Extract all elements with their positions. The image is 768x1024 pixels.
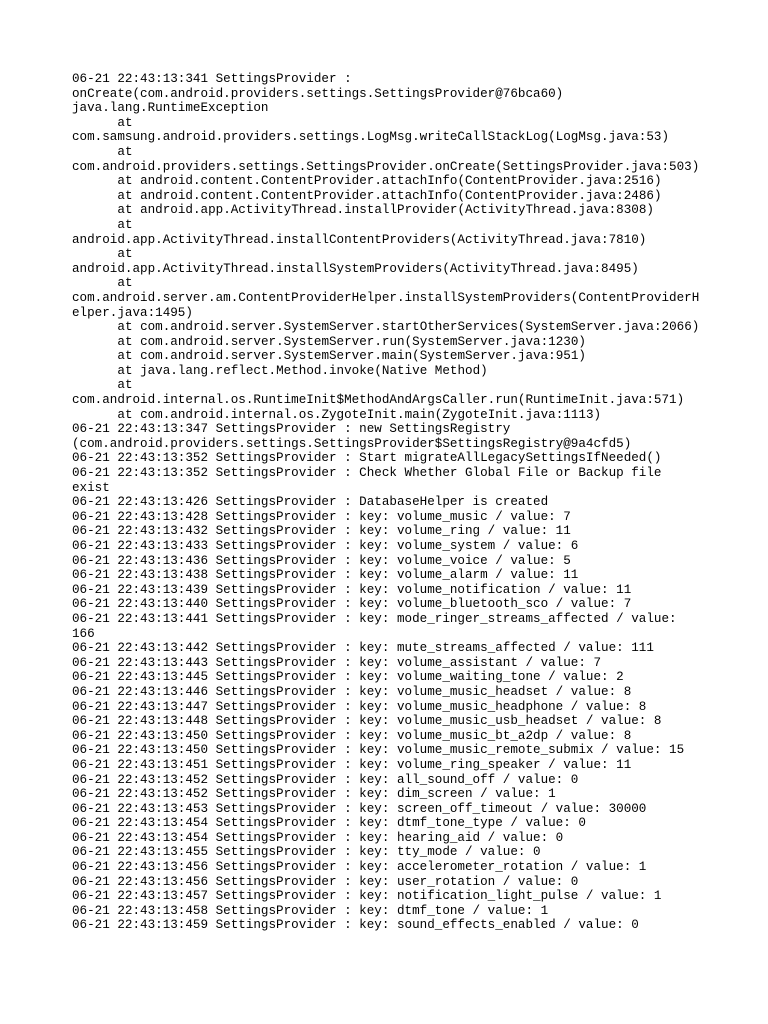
log-line: android.app.ActivityThread.installSystemProviders(ActivityThread.java:8495) xyxy=(72,261,639,276)
log-line: com.android.internal.os.RuntimeInit$MethodAndArgsCaller.run(RuntimeInit.java:571) xyxy=(72,393,685,408)
log-line: 06-21 22:43:13:347 SettingsProvider : new SettingsRegistry xyxy=(72,422,511,437)
log-line: 06-21 22:43:13:457 SettingsProvider : key: notification_light_pulse / value: 1 xyxy=(72,889,662,904)
log-line: 06-21 22:43:13:456 SettingsProvider : key: accelerometer_rotation / value: 1 xyxy=(72,860,647,875)
log-line: at com.android.server.SystemServer.main(SystemServer.java:951) xyxy=(117,349,586,364)
log-line: 06-21 22:43:13:439 SettingsProvider : key: volume_notification / value: 11 xyxy=(72,582,632,597)
log-line: 06-21 22:43:13:450 SettingsProvider : key: volume_music_bt_a2dp / value: 8 xyxy=(72,728,632,743)
log-line: 06-21 22:43:13:441 SettingsProvider : key: mode_ringer_streams_affected / value: xyxy=(72,611,677,626)
log-line: at android.content.ContentProvider.attachInfo(ContentProvider.java:2516) xyxy=(117,174,662,189)
log-line: at xyxy=(117,115,133,130)
log-text-block xyxy=(72,72,702,933)
log-line: onCreate(com.android.providers.settings.SettingsProvider@76bca60) xyxy=(72,86,564,101)
log-line: (com.android.providers.settings.SettingsProvider$SettingsRegistry@9a4cfd5) xyxy=(72,436,632,451)
log-line: 06-21 22:43:13:453 SettingsProvider : key: screen_off_timeout / value: 30000 xyxy=(72,801,647,816)
log-line: 06-21 22:43:13:352 SettingsProvider : Start migrateAllLegacySettingsIfNeeded() xyxy=(72,451,662,466)
log-line: 06-21 22:43:13:438 SettingsProvider : key: volume_alarm / value: 11 xyxy=(72,568,579,583)
log-line: at android.app.ActivityThread.installProvider(ActivityThread.java:8308) xyxy=(117,203,654,218)
log-line: 06-21 22:43:13:459 SettingsProvider : key: sound_effects_enabled / value: 0 xyxy=(72,918,639,933)
log-line: exist xyxy=(72,480,110,495)
log-line: 06-21 22:43:13:436 SettingsProvider : key: volume_voice / value: 5 xyxy=(72,553,571,568)
log-line: 06-21 22:43:13:352 SettingsProvider : Check Whether Global File or Backup file xyxy=(72,466,662,481)
log-line: 06-21 22:43:13:450 SettingsProvider : key: volume_music_remote_submix / value: 15 xyxy=(72,743,685,758)
log-line: 06-21 22:43:13:440 SettingsProvider : key: volume_bluetooth_sco / value: 7 xyxy=(72,597,632,612)
log-line: at com.android.server.SystemServer.run(SystemServer.java:1230) xyxy=(117,334,586,349)
log-line: 06-21 22:43:13:454 SettingsProvider : key: hearing_aid / value: 0 xyxy=(72,830,564,845)
log-line: at com.android.server.SystemServer.startOtherServices(SystemServer.java:2066) xyxy=(117,320,700,335)
log-line: at com.android.internal.os.ZygoteInit.main(ZygoteInit.java:1113) xyxy=(117,407,602,422)
log-line: at android.content.ContentProvider.attachInfo(ContentProvider.java:2486) xyxy=(117,188,662,203)
log-line: 06-21 22:43:13:455 SettingsProvider : key: tty_mode / value: 0 xyxy=(72,845,541,860)
log-line: 06-21 22:43:13:341 SettingsProvider : xyxy=(72,72,352,86)
log-line: java.lang.RuntimeException xyxy=(72,101,269,116)
log-line: android.app.ActivityThread.installContentProviders(ActivityThread.java:7810) xyxy=(72,232,647,247)
log-line: 06-21 22:43:13:447 SettingsProvider : key: volume_music_headphone / value: 8 xyxy=(72,699,647,714)
log-line: 06-21 22:43:13:432 SettingsProvider : key: volume_ring / value: 11 xyxy=(72,524,571,539)
log-line: 06-21 22:43:13:426 SettingsProvider : DatabaseHelper is created xyxy=(72,495,549,510)
log-line: at xyxy=(117,144,133,159)
log-line: at java.lang.reflect.Method.invoke(Native Method) xyxy=(117,363,488,378)
log-line: 06-21 22:43:13:448 SettingsProvider : key: volume_music_usb_headset / value: 8 xyxy=(72,714,662,729)
log-line: 06-21 22:43:13:456 SettingsProvider : key: user_rotation / value: 0 xyxy=(72,874,579,889)
log-line: com.samsung.android.providers.settings.LogMsg.writeCallStackLog(LogMsg.java:53) xyxy=(72,130,670,145)
log-line: at xyxy=(117,247,133,262)
log-line: 06-21 22:43:13:446 SettingsProvider : key: volume_music_headset / value: 8 xyxy=(72,684,632,699)
log-line: at xyxy=(117,217,133,232)
log-line: 06-21 22:43:13:451 SettingsProvider : key: volume_ring_speaker / value: 11 xyxy=(72,757,632,772)
log-line: 06-21 22:43:13:458 SettingsProvider : key: dtmf_tone / value: 1 xyxy=(72,903,549,918)
log-line: 06-21 22:43:13:452 SettingsProvider : key: all_sound_off / value: 0 xyxy=(72,772,579,787)
log-line: 06-21 22:43:13:445 SettingsProvider : key: volume_waiting_tone / value: 2 xyxy=(72,670,624,685)
log-line: 06-21 22:43:13:454 SettingsProvider : key: dtmf_tone_type / value: 0 xyxy=(72,816,586,831)
log-line: 06-21 22:43:13:452 SettingsProvider : key: dim_screen / value: 1 xyxy=(72,787,556,802)
log-line: 166 xyxy=(72,626,95,641)
log-line: elper.java:1495) xyxy=(72,305,193,320)
log-line: 06-21 22:43:13:433 SettingsProvider : key: volume_system / value: 6 xyxy=(72,539,579,553)
log-line: 06-21 22:43:13:428 SettingsProvider : key: volume_music / value: 7 xyxy=(72,509,571,524)
log-line: at xyxy=(117,276,133,291)
log-line: com.android.server.am.ContentProviderHelper.installSystemProviders(ContentProviderH xyxy=(72,290,700,305)
log-line: 06-21 22:43:13:442 SettingsProvider : key: mute_streams_affected / value: 111 xyxy=(72,641,654,656)
log-line: 06-21 22:43:13:443 SettingsProvider : key: volume_assistant / value: 7 xyxy=(72,655,602,670)
log-line: com.android.providers.settings.SettingsProvider.onCreate(SettingsProvider.java:503) xyxy=(72,159,700,174)
log-line: at xyxy=(117,378,133,393)
